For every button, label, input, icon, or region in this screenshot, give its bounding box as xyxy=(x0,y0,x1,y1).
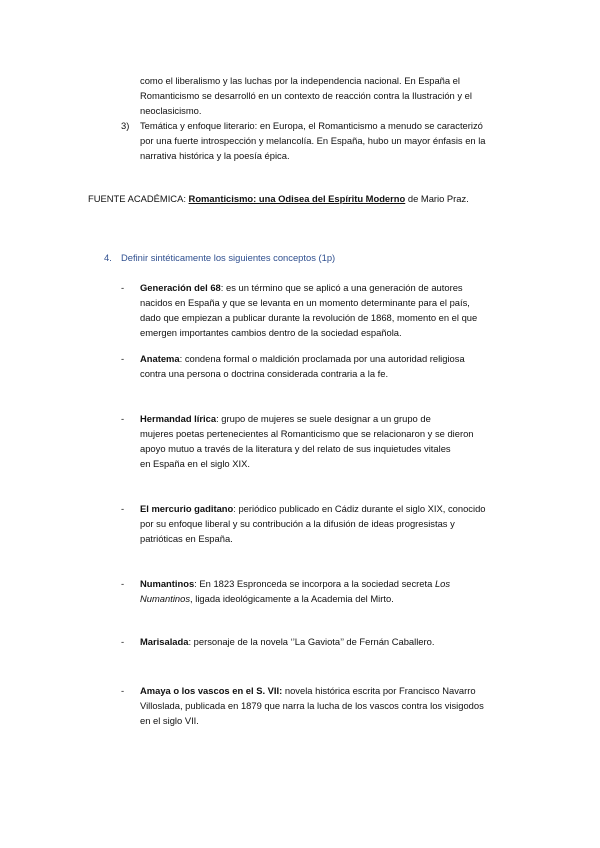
concept-line xyxy=(140,280,463,295)
list-number: 3) xyxy=(121,120,130,131)
society-name-italic: Numantinos xyxy=(140,593,191,604)
concept-term: Amaya o los vascos en el S. VII: xyxy=(140,685,283,696)
concept-term: El mercurio gaditano xyxy=(140,503,234,514)
source-suffix: de Mario Praz. xyxy=(405,193,469,204)
concept-definition: : personaje de la novela ‘’La Gaviota’’ de Fernán Caballero. xyxy=(188,636,435,647)
source-title: Romanticismo: una Odisea del Espíritu Moderno xyxy=(188,193,406,204)
concept-line xyxy=(140,591,394,606)
concept-definition: novela histórica escrita por Francisco Navarro xyxy=(282,685,476,696)
list-dash: - xyxy=(121,636,125,647)
paragraph-line: Romanticismo se desarrolló en un contexto de reacción contra la Ilustración y el xyxy=(140,90,472,101)
concept-definition: : En 1823 Espronceda se incorpora a la sociedad secreta xyxy=(194,578,435,589)
society-name-italic: Los xyxy=(434,578,451,589)
paragraph-line: narrativa histórica y la poesía épica. xyxy=(140,150,290,161)
concept-term: Numantinos xyxy=(140,578,195,589)
source-prefix: FUENTE ACADÉMICA: xyxy=(88,193,189,204)
concept-term: Anatema xyxy=(140,353,180,364)
concept-line: nacidos en España y que se levanta en un momento determinante para el país, xyxy=(140,297,470,308)
concept-line: Villoslada, publicada en 1879 que narra la lucha de los vascos contra los visigodos xyxy=(140,700,484,711)
concept-line xyxy=(140,351,465,366)
concept-line xyxy=(140,634,434,649)
concept-definition: : periódico publicado en Cádiz durante el siglo XIX, conocido xyxy=(233,503,486,514)
concept-definition: : grupo de mujeres se suele designar a un grupo de xyxy=(216,413,431,424)
concept-definition: : condena formal o maldición proclamada por una autoridad religiosa xyxy=(179,353,465,364)
paragraph-line: por una fuerte introspección y melancolía. En España, hubo un mayor énfasis en la xyxy=(140,135,486,146)
list-dash: - xyxy=(121,282,125,293)
list-dash: - xyxy=(121,353,125,364)
concept-line xyxy=(140,576,450,591)
paragraph-line: como el liberalismo y las luchas por la independencia nacional. En España el xyxy=(140,75,460,86)
paragraph-line: neoclasicismo. xyxy=(140,105,202,116)
concept-definition: , ligada ideológicamente a la Academia del Mirto. xyxy=(190,593,394,604)
concept-line: por su enfoque liberal y su contribución a la difusión de ideas progresistas y xyxy=(140,518,455,529)
question-number: 4. xyxy=(104,252,112,263)
concept-line xyxy=(140,683,476,698)
paragraph-line: Temática y enfoque literario: en Europa, el Romanticismo a menudo se caracterizó xyxy=(140,120,483,131)
concept-line: emergen importantes cambios dentro de la sociedad española. xyxy=(140,327,402,338)
concept-term: Marisalada xyxy=(140,636,189,647)
concept-line: dado que empiezan a publicar durante la revolución de 1868, momento en el que xyxy=(140,312,478,323)
concept-line: patrióticas en España. xyxy=(140,533,233,544)
concept-term: Hermandad lírica xyxy=(140,413,217,424)
concept-line: en España en el siglo XIX. xyxy=(140,458,250,469)
concept-line: en el siglo VII. xyxy=(140,715,199,726)
concept-line: mujeres poetas pertenecientes al Romanticismo que se relacionaron y se dieron xyxy=(140,428,474,439)
list-dash: - xyxy=(121,413,125,424)
concept-line: contra una persona o doctrina considerada contraria a la fe. xyxy=(140,368,389,379)
concept-line: apoyo mutuo a través de la literatura y del relato de sus inquietudes vitales xyxy=(140,443,451,454)
concept-line xyxy=(140,411,431,426)
concept-line xyxy=(140,501,486,516)
list-dash: - xyxy=(121,685,125,696)
list-dash: - xyxy=(121,578,125,589)
concept-definition: : es un término que se aplicó a una generación de autores xyxy=(220,282,463,293)
academic-source xyxy=(88,191,469,206)
question-heading: Definir sintéticamente los siguientes conceptos (1p) xyxy=(121,252,336,263)
concept-term: Generación del 68 xyxy=(140,282,221,293)
list-dash: - xyxy=(121,503,125,514)
